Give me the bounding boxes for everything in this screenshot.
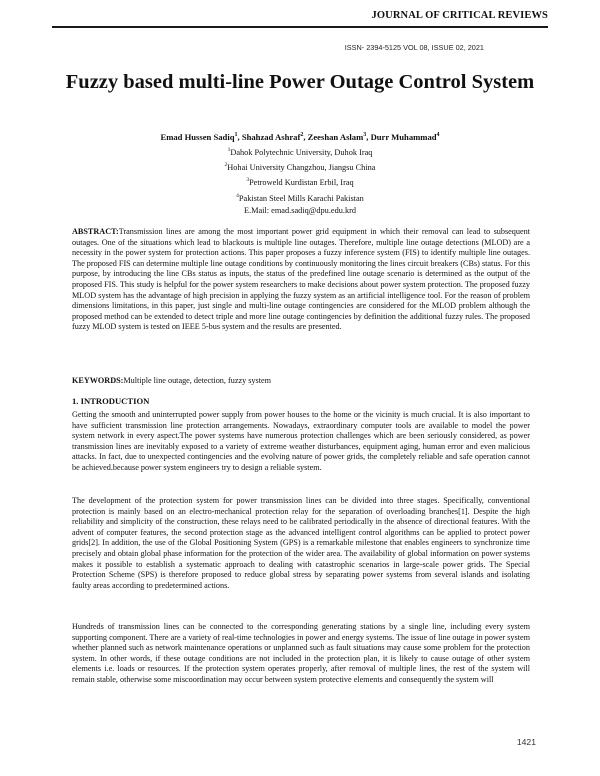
affiliation: $^2$Hohai University Changzhou, Jiangsu China: [224, 162, 376, 172]
author: Durr Muhammad: [370, 132, 437, 142]
author-email: E.Mail: emad.sadiq@dpu.edu.krd: [243, 205, 357, 215]
header-rule: [52, 26, 548, 28]
section-heading-introduction: 1. INTRODUCTION: [72, 396, 150, 406]
journal-name: JOURNAL OF CRITICAL REVIEWS: [371, 10, 548, 21]
author: Shahzad Ashraf: [241, 132, 301, 142]
author-sup: 2: [300, 132, 304, 139]
affiliation: $^4$Pakistan Steel Mills Karachi Pakistan: [236, 192, 364, 203]
abstract-label: ABSTRACT:: [72, 227, 119, 236]
keywords: [72, 376, 530, 387]
author-sup: 4: [436, 132, 440, 139]
paper-title: Fuzzy based multi-line Power Outage Control System: [65, 71, 535, 93]
affiliation: $^1$Dahok Polytechnic University, Duhok Iraq: [227, 147, 373, 157]
author-list: Emad Hussen Sadiq$^1$, Shahzad Ashraf$^2$, Zeeshan Aslam$^3$, Durr Muhammad$^4$: [160, 132, 440, 142]
author-sup: 1: [234, 132, 238, 139]
intro-paragraph-2: The development of the protection system for power transmission lines can be divided into three stages. Specifically, conventional protection is mainly based on an electro-mechanical protection relay for the separation of overloading branches[1]. Despite the high reliability and simplicity of the construction, these relays need to be calibrated periodically in the absence of directional features. With the advent of computer features, the second protection stage as the advanced intelligent control algorithms can be applied to protect power grids[2]. In addition, the use of the Global Positioning System (GPS) is a remarkable milestone that enables engineers to synchronize time precisely and obtain global phase information for the protection of the wider area. The availability of global information on power systems makes it possible to establish a systematic approach to dealing with catastrophic scenarios in large-scale power grids. The Special Protection Scheme (SPS) is therefore proposed to reduce global stress by separating power systems from several islands and isolating faulty areas according to predetermined actions.: [72, 496, 530, 590]
author: Emad Hussen Sadiq: [160, 132, 235, 142]
abstract-text: Transmission lines are among the most important power grid equipment in which their removal can lead to subsequent outages. One of the situations which lead to blackouts is multiple line outages. Therefore, multiple line outage detections (MLOD) are a necessity in the power system for protection actions. This paper proposes a fuzzy inference system (FIS) to identify multiple line outages. The proposed FIS can determine multiple line outage conditions by continuously monitoring the lines circuit breakers (CBs) status. For this purpose, by introducing the line CBs status as inputs, the status of the predefined line outage scenario is determined as the output of the proposed FIS. This study is helpful for the power system researchers to make decisions about power system protection. The proposed fuzzy MLOD system has the advantage of high precision in applying the fuzzy system as an artificial intelligence tool. For the reason of problem dimensions limitations, in this paper, just single and multi-line outage contingencies are considered for the MLOD problem although the proposed method can be extended to detect triple and more line outage contingencies by definition the additional fuzzy rules. The proposed fuzzy MLOD system is tested on IEEE 5-bus system and the results are presented.: [72, 227, 530, 332]
page-number: 1421: [516, 737, 536, 747]
author-sup: 3: [363, 132, 367, 139]
intro-paragraph-3: Hundreds of transmission lines can be connected to the corresponding generating stations by a single line, including every system supporting component. There are a variety of real-time technologies in power and energy systems. The issue of line outage in power system whether planned such as network maintenance operations or unplanned such as fault situations may cause some problem for the protection system. In other words, if these outage conditions are not included in the protection plan, it is likely to cause outage of other system elements i.e. loads or resources. If the protection system operates properly, after removal of multiple lines, the rest of the system will remain stable, otherwise some miscoordination may occur between system protective elements and consequently the system will: [72, 622, 530, 684]
author: Zeeshan Aslam: [307, 132, 364, 142]
abstract: [72, 227, 530, 333]
affiliation-list: [60, 144, 540, 217]
keywords-label: KEYWORDS:: [72, 376, 124, 385]
affiliation: $^3$Petroweld Kurdistan Erbil, Iraq: [246, 177, 354, 188]
issn-line: ISSN- 2394-5125 VOL 08, ISSUE 02, 2021: [344, 43, 484, 52]
intro-paragraph-1: Getting the smooth and uninterrupted power supply from power houses to the home or the vicinity is much crucial. It is also important to have sufficient transmission line protection arrangements. Nowadays, extraordinary computer tools are available to model the power system network in every aspect.The power systems have numerous protection challenges which are been seriously considered, as power transmission lines are inevitably exposed to a variety of extreme weather disturbances, equipment aging, human error and even malicious attacks. In fact, due to unexpected contingencies and the evolving nature of power grids, the completely reliable and safe operation cannot be achieved.because power system engineers try to design a reliable system.: [72, 410, 530, 472]
keywords-text: Multiple line outage, detection, fuzzy system: [123, 376, 271, 385]
